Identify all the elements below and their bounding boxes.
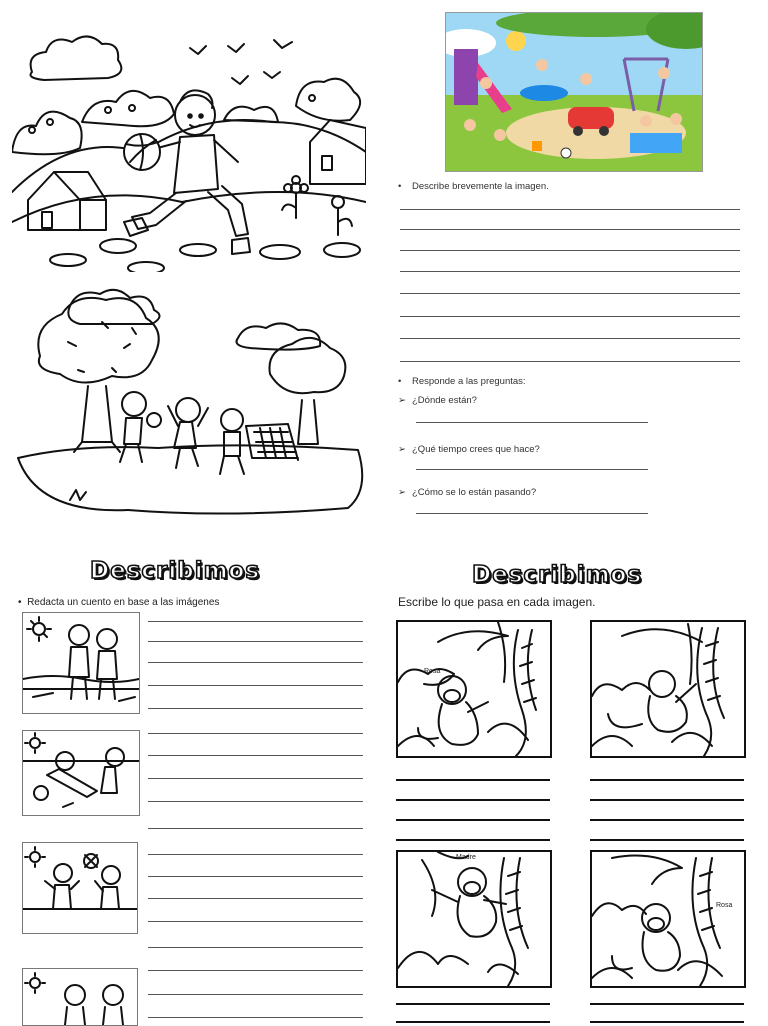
question-3: ➢ ¿Cómo se lo están pasando?: [398, 487, 537, 498]
playground-photo: [445, 12, 703, 172]
monkey-panel-4: [590, 850, 746, 988]
bottom-right-title: Describimos: [472, 562, 643, 588]
monkey-panel-3: [396, 850, 552, 988]
monkey-name-label: Rosa: [424, 668, 441, 675]
answer-line-3: [416, 513, 648, 514]
coloring-scene-boy-ball: [12, 12, 366, 272]
question-1: ➢ ¿Dónde están?: [398, 395, 477, 406]
bottom-left-instruction: • Redacta un cuento en base a las imágenes: [18, 597, 220, 608]
arrow-bullet: ➢: [398, 395, 406, 406]
question-2: ➢ ¿Qué tiempo crees que hace?: [398, 444, 540, 455]
sun-icon: [33, 623, 45, 635]
bottom-left-title: Describimos: [90, 558, 261, 584]
monkey-panel-1: [396, 620, 552, 758]
monkey-panel-2: [590, 620, 746, 758]
task-describe: • Describe brevemente la imagen.: [398, 181, 549, 192]
bottom-right-instruction: Escribe lo que pasa en cada imagen.: [398, 595, 596, 609]
monkey-name-label: Rosa: [716, 902, 733, 909]
answer-line-1: [416, 422, 648, 423]
story-image-2: [22, 730, 140, 816]
task-answer: • Responde a las preguntas:: [398, 376, 526, 387]
coloring-scene-soccer: [12, 282, 366, 518]
story-image-4: [22, 968, 138, 1026]
arrow-bullet: ➢: [398, 444, 406, 455]
story-image-1: [22, 612, 140, 714]
story-image-3: [22, 842, 138, 934]
bullet: •: [398, 376, 402, 387]
monkey-name-label: Madre: [456, 854, 476, 861]
arrow-bullet: ➢: [398, 487, 406, 498]
bullet: •: [18, 597, 28, 608]
bullet: •: [398, 181, 402, 192]
answer-line-2: [416, 469, 648, 470]
